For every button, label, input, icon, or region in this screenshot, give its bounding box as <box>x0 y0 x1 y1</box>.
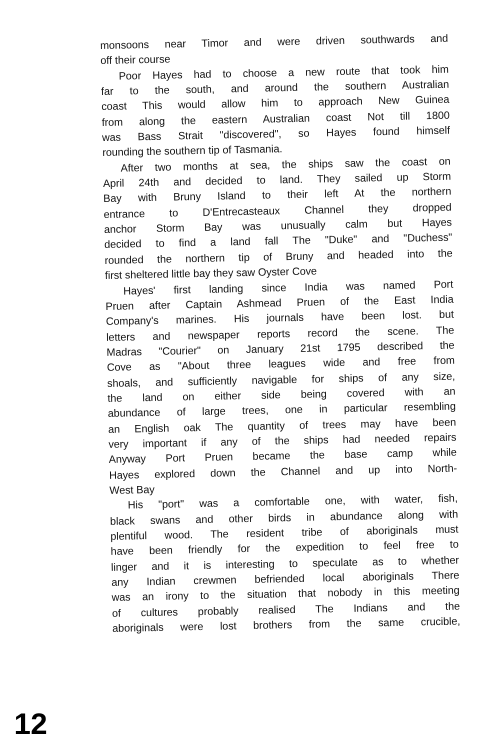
text-line: of cultures probably realised The Indians and the <box>111 600 461 620</box>
text-line: After two months at sea, the ships saw the coast on <box>120 155 451 175</box>
text-line: Poor Hayes had to choose a new route that took him <box>118 63 449 83</box>
text-line: coast This would allow him to approach New Guinea <box>101 94 450 114</box>
text-line: first sheltered little bay they saw Oyster Cove <box>104 265 318 283</box>
text-line: His "port" was a comfortable one, with water, fish, <box>127 492 458 512</box>
text-line: rounding the southern tip of Tasmania. <box>102 143 283 160</box>
text-line: Madras "Courier" on January 21st 1795 described the <box>106 339 455 359</box>
text-line: Pruen after Captain Ashmead Pruen of the East India <box>105 293 454 313</box>
text-line: entrance to D'Entrecasteaux Channel they dropped <box>103 201 452 221</box>
text-line: Company's marines. His journals have been lost. but <box>105 308 454 329</box>
text-line: shoals, and sufficiently navigable for ships of any size, <box>107 370 456 390</box>
text-line: West Bay <box>109 483 155 497</box>
text-line: very important if any of the ships had needed repairs <box>108 431 457 451</box>
text-line: April 24th and decided to land. They sailed up Storm <box>102 170 452 191</box>
body-text <box>100 32 460 638</box>
text-line: an English oak The quantity of trees may have been <box>108 416 457 436</box>
text-line: monsoons near Timor and were driven southwards and <box>100 32 449 52</box>
text-line: rounded the northern tip of Bruny and headed into the <box>104 247 453 267</box>
text-line: Bay with Bruny Island to their left At the northern <box>103 186 452 206</box>
text-line: from along the eastern Australian coast Not till 1800 <box>101 109 450 129</box>
text-line: Hayes explored down the Channel and up into North- <box>109 462 458 482</box>
text-line: aboriginals were lost brothers from the same crucible, <box>112 615 461 635</box>
text-line: Hayes' first landing since India was named Port <box>123 278 454 298</box>
text-line: black swans and other birds in abundance along with <box>109 508 459 528</box>
text-line: abundance of large trees, one in particular resembling <box>107 400 456 421</box>
text-line: anchor Storm Bay was unusually calm but Hayes <box>103 216 453 237</box>
page-number: 12 <box>14 708 48 741</box>
text-line: linger and it is interesting to speculate as to whether <box>110 554 460 574</box>
text-line: was an irony to the situation that nobody in this meeting <box>111 584 460 605</box>
text-line: any Indian crewmen befriended local aboriginals There <box>111 569 460 589</box>
text-line: the land on either side being covered with an <box>107 385 456 405</box>
text-line: was Bass Strait "discovered", so Hayes found himself <box>101 124 451 145</box>
text-line: off their course <box>100 53 171 68</box>
text-line: plentiful wood. The resident tribe of aboriginals must <box>110 523 459 543</box>
text-line: decided to find a land fall The "Duke" and "Duchess" <box>104 232 453 252</box>
text-line: letters and newspaper reports record the scene. The <box>106 324 455 344</box>
text-line: Anyway Port Pruen became the base camp while <box>108 446 457 467</box>
text-line: Cove as "About three leagues wide and free from <box>106 354 455 375</box>
text-line: far to the south, and around the southern Australian <box>100 78 450 99</box>
text-line: have been friendly for the expedition to feel free to <box>110 538 459 559</box>
